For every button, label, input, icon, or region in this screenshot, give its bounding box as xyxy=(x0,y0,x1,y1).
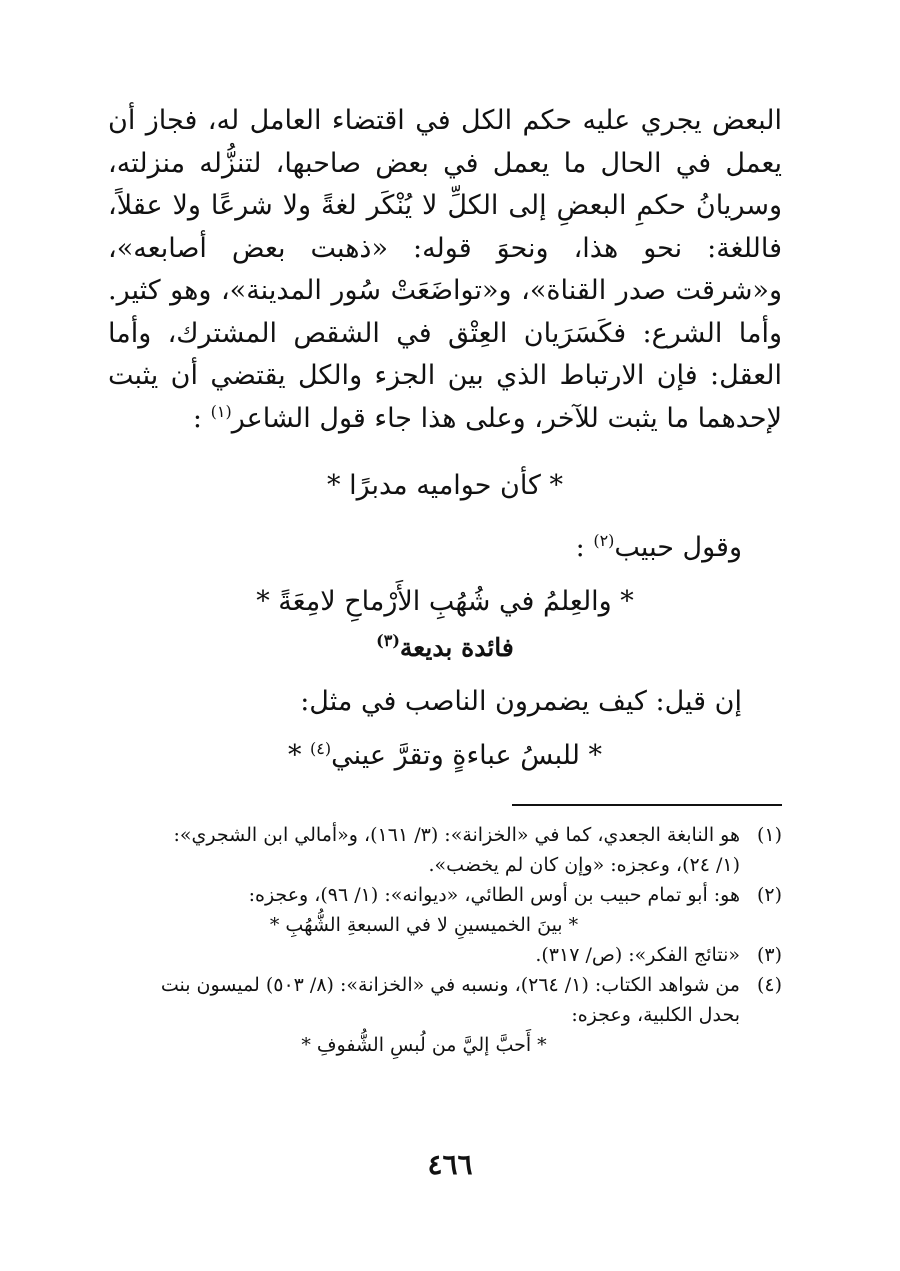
footnote-line: (١/ ٢٤)، وعجزه: «وإن كان لم يخضب». xyxy=(428,854,740,876)
section-heading xyxy=(108,628,782,668)
main-paragraph-text: البعض يجري عليه حكم الكل في اقتضاء العامل له، فجاز أن يعمل في الحال ما يعمل في بعض صاحبها، لتنزُّله منزلته، وسريانُ حكمِ البعضِ إلى الكلِّ لا يُنْكَر لغةً ولا شرعًا ولا عقلاً، فاللغة: نحو هذا، ونحوَ قوله: «ذهبت بعض أصابعه»، و«شرقت صدر القناة»، و«تواضَعَتْ سُور المدينة»، وهو كثير. وأما الشرع: فكَسَرَيان العِتْق في الشقص المشترك، وأما العقل: فإن الارتباط الذي بين الجزء والكل يقتضي أن يثبت لإحدهما ما يثبت للآخر، وعلى هذا جاء قول الشاعر xyxy=(108,105,782,434)
footnote-number: (٢) xyxy=(756,884,782,906)
footnote-4 xyxy=(108,970,782,1060)
verse-hawamih: * كأن حواميه مدبرًا * xyxy=(326,470,563,501)
intro-habib xyxy=(108,528,782,568)
verse-libs xyxy=(108,736,782,776)
footnote-number: (٤) xyxy=(756,974,782,996)
section-heading-text: فائدة بديعة xyxy=(399,633,514,662)
footnote-verse: * بينَ الخميسينِ لا في السبعةِ الشُّهُبِ * xyxy=(269,914,579,936)
footnote-number: (١) xyxy=(756,824,782,846)
footnotes xyxy=(108,820,782,1060)
footnote-body xyxy=(108,820,740,880)
footnote-line: بحدل الكلبية، وعجزه: xyxy=(571,1004,740,1026)
footnote-divider xyxy=(512,804,782,806)
page-number: ٤٦٦ xyxy=(427,1148,473,1181)
verse-ilm: * والعِلمُ في شُهُبِ الأَرْماحِ لامِعَةً * xyxy=(256,586,634,617)
footnote-number: (٣) xyxy=(756,944,782,966)
page-content xyxy=(108,100,782,1060)
footnote-2 xyxy=(108,880,782,940)
footnote-line: هو: أبو تمام حبيب بن أوس الطائي، «ديوانه»: (١/ ٩٦)، وعجزه: xyxy=(248,884,740,906)
footnote-1 xyxy=(108,820,782,880)
footnote-verse: * أَحبَّ إليَّ من لُبسِ الشُّفوفِ * xyxy=(301,1034,547,1056)
footnote-ref-2[interactable]: (٢) xyxy=(593,531,615,550)
verse-libs-text: * للبسُ عباءةٍ وتقرَّ عيني xyxy=(331,740,603,771)
intro-habib-colon: : xyxy=(575,532,585,563)
intro-question: إن قيل: كيف يضمرون الناصب في مثل: xyxy=(300,686,742,717)
footnote-line: من شواهد الكتاب: (١/ ٢٦٤)، ونسبه في «الخزانة»: (٨/ ٥٠٣) لميسون بنت xyxy=(160,974,740,996)
main-paragraph xyxy=(108,100,782,440)
footnote-ref-3[interactable]: (٣) xyxy=(376,631,400,650)
footnote-body xyxy=(108,880,740,940)
footnote-body xyxy=(108,940,740,970)
intro-habib-text: وقول حبيب xyxy=(614,532,742,563)
footnote-line: هو النابغة الجعدي، كما في «الخزانة»: (٣/ ١٦١)، و«أمالي ابن الشجري»: xyxy=(173,824,740,846)
footnote-3 xyxy=(108,940,782,970)
footnote-ref-4[interactable]: (٤) xyxy=(310,739,332,758)
footnote-line: «نتائج الفكر»: (ص/ ٣١٧). xyxy=(535,944,740,966)
footnote-ref-1[interactable]: (١) xyxy=(210,401,232,421)
paragraph-colon: : xyxy=(192,402,203,434)
verse-libs-end: * xyxy=(287,740,311,771)
footnote-body xyxy=(108,970,740,1060)
